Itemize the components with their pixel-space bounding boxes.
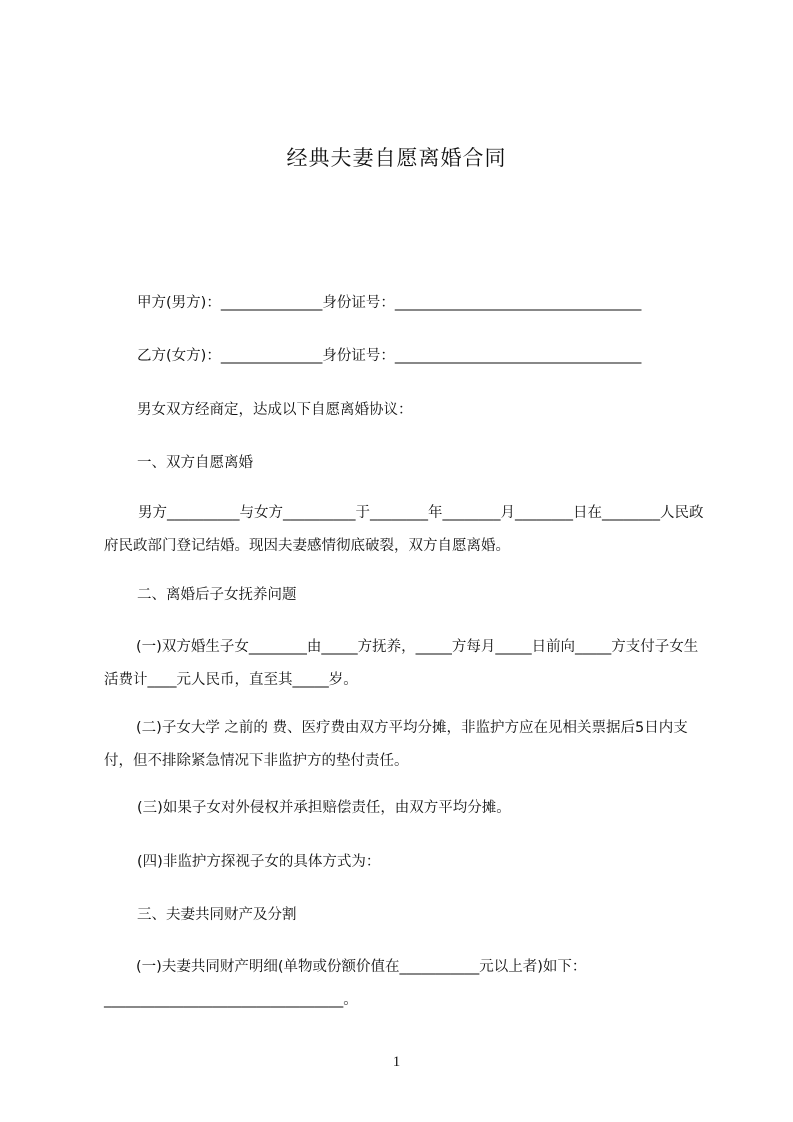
party-b-line: 乙方(女方)：______________身份证号：__________________________________ <box>137 348 642 364</box>
section3-heading: 三、夫妻共同财产及分割 <box>137 907 297 923</box>
document-title: 经典夫妻自愿离婚合同 <box>286 146 507 170</box>
page-number: 1 <box>392 1054 401 1070</box>
section2-item3: (三)如果子女对外侵权并承担赔偿责任，由双方平均分摊。 <box>137 800 511 816</box>
section2-item2: (二)子女大学 之前的 费、医疗费由双方平均分摊，非监护方应在见相关票据后5日内支付，但不排除紧急情况下非监护方的垫付责任。 <box>104 720 688 769</box>
section2-heading: 二、离婚后子女抚养问题 <box>137 587 297 603</box>
section3-item1: (一)夫妻共同财产明细(单物或份额价值在___________元以上者)如下：_________________________________。 <box>104 959 587 1008</box>
section2-item4: (四)非监护方探视子女的具体方式为： <box>137 854 381 870</box>
party-a-line: 甲方(男方)：______________身份证号：__________________________________ <box>137 295 642 311</box>
section1-heading: 一、双方自愿离婚 <box>137 455 253 471</box>
section1-body: 男方__________与女方__________于________年________月________日在________人民政府民政部门登记结婚。现因夫妻感情彻底破裂，双方自愿离婚。 <box>104 505 704 554</box>
section2-item1: (一)双方婚生子女________由_____方抚养，_____方每月_____日前向_____方支付子女生活费计____元人民币，直至其_____岁。 <box>104 639 699 688</box>
intro-text: 男女双方经商定，达成以下自愿离婚协议： <box>137 402 413 418</box>
